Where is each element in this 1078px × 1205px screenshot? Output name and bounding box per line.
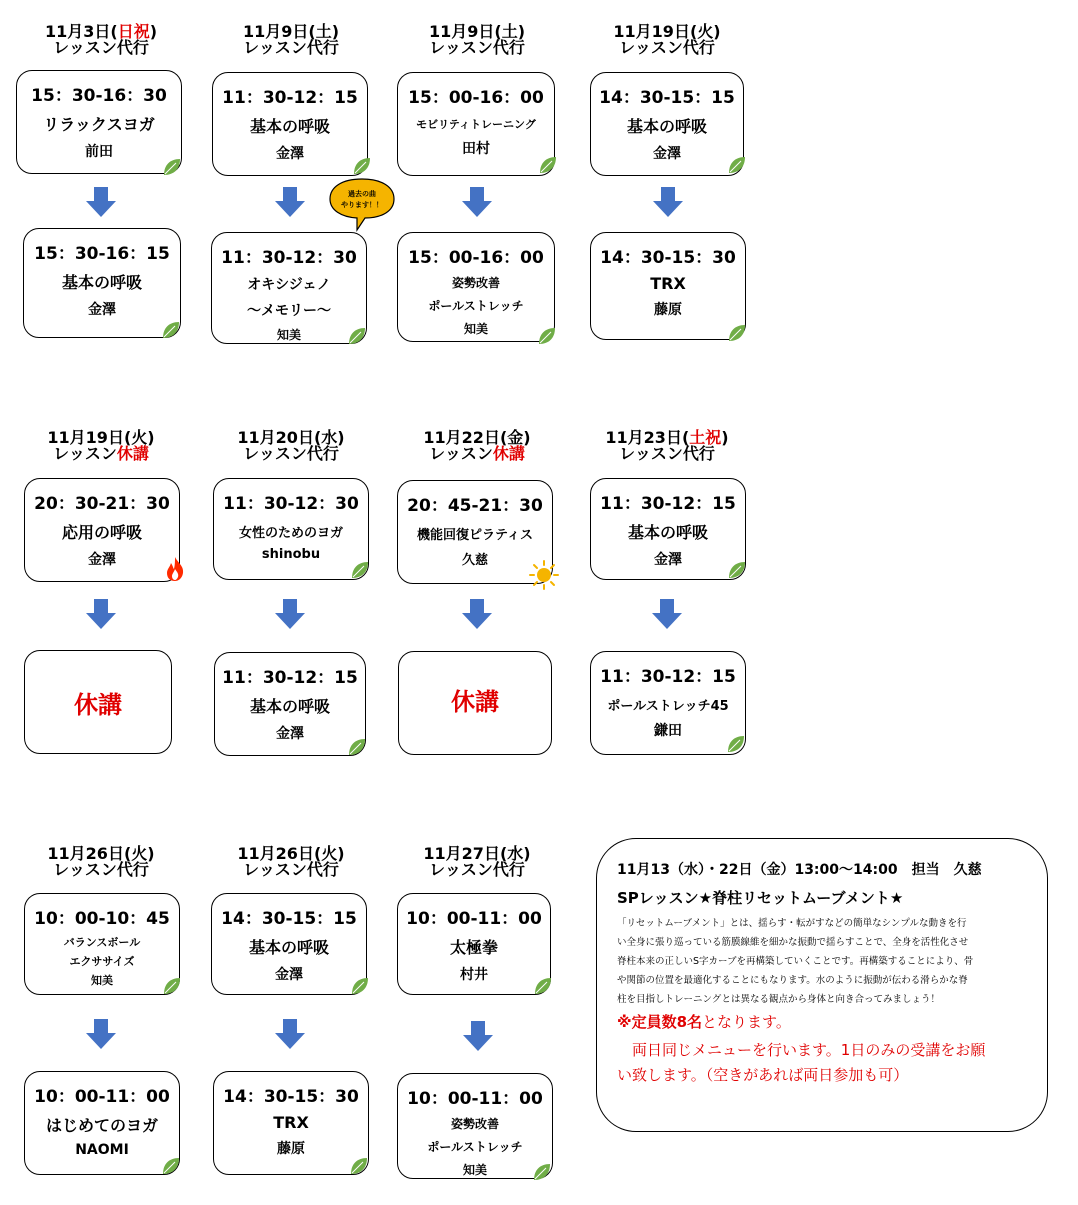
lesson-time: 14：30-15：30 [600, 248, 736, 268]
down-arrow-icon [462, 1020, 494, 1052]
date-header: 11月19日(火) レッスン代行 [613, 22, 721, 57]
lesson-card [397, 72, 555, 176]
attendance-note: 両日同じメニューを行います。1日のみの受講をお願 い致します。（空きがあれば両日参加も可） [617, 1041, 986, 1084]
instructor: 藤原 [277, 1141, 305, 1157]
instructor: NAOMI [75, 1142, 129, 1158]
lesson-name: 太極拳 [449, 938, 498, 957]
lesson-subtitle: ～メモリー～ [247, 303, 331, 319]
date-header: 11月3日(日祝) レッスン代行 [44, 22, 158, 57]
lesson-subtitle: ポールストレッチ [428, 299, 524, 313]
instructor: 村井 [460, 967, 488, 983]
lesson-time: 15：30-16：30 [31, 86, 167, 106]
lesson-time: 11：30-12：15 [222, 88, 358, 108]
leaf-icon [727, 155, 747, 175]
lesson-card [24, 478, 180, 582]
lesson-card [24, 650, 172, 754]
lesson-time: 11：30-12：15 [600, 667, 736, 687]
lesson-card [590, 478, 746, 580]
down-arrow-icon [274, 1018, 306, 1050]
leaf-icon [350, 560, 370, 580]
lesson-name: はじめてのヨガ [45, 1116, 158, 1135]
lesson-name: モビリティトレーニング [416, 118, 536, 131]
lesson-card [16, 70, 182, 174]
lesson-name: 基本の呼吸 [249, 697, 330, 716]
lesson-name: 基本の呼吸 [61, 273, 142, 292]
down-arrow-icon [274, 186, 306, 218]
sun-icon [528, 559, 560, 591]
lesson-name: 姿勢改善 [450, 1117, 499, 1131]
lesson-card [398, 651, 552, 755]
leaf-icon [538, 155, 558, 175]
date-header: 11月23日(土祝) レッスン代行 [605, 428, 729, 463]
instructor: 田村 [462, 141, 490, 157]
leaf-icon [726, 734, 746, 754]
lesson-card [397, 1073, 553, 1179]
leaf-icon [162, 157, 182, 177]
lesson-card [590, 232, 746, 340]
lesson-card [213, 478, 369, 580]
instructor: 金澤 [276, 146, 304, 162]
lesson-time: 10：00-11：00 [406, 909, 542, 929]
down-arrow-icon [85, 1018, 117, 1050]
lesson-card [211, 893, 367, 995]
lesson-name: 基本の呼吸 [248, 938, 329, 957]
lesson-name: 姿勢改善 [451, 276, 500, 290]
lesson-card [211, 232, 367, 344]
lesson-name: 女性のためのヨガ [238, 526, 343, 541]
date-header: 11月26日(火) レッスン代行 [237, 844, 345, 879]
date-header: 11月26日(火) レッスン代行 [47, 844, 155, 879]
bubble-line1: 過去の曲 [348, 190, 376, 198]
lesson-name: オキシジェノ [247, 277, 331, 293]
lesson-time: 10：00-11：00 [407, 1089, 543, 1109]
instructor: 鎌田 [654, 723, 682, 739]
instructor: 金澤 [275, 967, 303, 983]
lesson-card [24, 893, 180, 995]
special-lesson-description: 「リセットムーブメント」とは、揺らす・転がすなどの簡単なシンプルな動きを行 い全身に張り巡っている筋膜線維を細かな振動で揺らすことで、全身を活性化させ 脊柱本来の正しいS字カーブを再構築していくことです。再構築することにより、骨 や関節の位置を最適化することにもなります。水のように振動が伝わる滑らかな脊 柱を目指しトレーニングとは異なる観点から身体と向き合ってみましょう！ [617, 918, 974, 1005]
instructor: 金澤 [276, 726, 304, 742]
lesson-card [590, 651, 746, 755]
lesson-subtitle: エクササイズ [69, 955, 135, 968]
date-header: 11月27日(水) レッスン代行 [423, 844, 531, 879]
special-lesson-panel [596, 838, 1048, 1132]
lesson-name: 応用の呼吸 [61, 523, 142, 542]
instructor: shinobu [261, 547, 321, 562]
date-header: 11月19日(火) レッスン休講 [47, 428, 155, 463]
instructor: 金澤 [88, 302, 116, 318]
date-header: 11月9日(土) レッスン代行 [242, 22, 340, 57]
lesson-card [590, 72, 744, 176]
lesson-time: 14：30-15：30 [223, 1087, 359, 1107]
leaf-icon [727, 560, 747, 580]
leaf-icon [537, 326, 557, 346]
lesson-name: ポールストレッチ45 [607, 699, 729, 714]
instructor: 久慈 [461, 553, 488, 568]
lesson-time: 11：30-12：15 [222, 668, 358, 688]
lesson-time: 15：00-16：00 [408, 248, 544, 268]
lesson-time: 10：00-10：45 [34, 909, 170, 929]
lesson-name: 機能回復ピラティス [417, 528, 533, 543]
leaf-icon [532, 1162, 552, 1182]
lesson-time: 14：30-15：15 [599, 88, 735, 108]
instructor: 金澤 [653, 146, 681, 162]
instructor: 金澤 [88, 552, 116, 568]
lesson-card [397, 232, 555, 342]
instructor: 知美 [276, 328, 301, 342]
leaf-icon [349, 1156, 369, 1176]
lesson-time: 15：30-16：15 [34, 244, 170, 264]
instructor: 知美 [463, 322, 488, 336]
leaf-icon [347, 326, 367, 346]
down-arrow-icon [651, 598, 683, 630]
down-arrow-icon [461, 598, 493, 630]
lesson-time: 10：00-11：00 [34, 1087, 170, 1107]
lesson-name: TRX [273, 1113, 309, 1132]
lesson-time: 11：30-12：30 [221, 248, 357, 268]
down-arrow-icon [85, 598, 117, 630]
lesson-card [213, 1071, 369, 1175]
lesson-card [397, 893, 551, 995]
bubble-line2: やります！！ [341, 201, 383, 209]
lesson-time: 11：30-12：15 [600, 494, 736, 514]
lesson-time: 11：30-12：30 [223, 494, 359, 514]
down-arrow-icon [274, 598, 306, 630]
down-arrow-icon [652, 186, 684, 218]
date-header: 11月20日(水) レッスン代行 [237, 428, 345, 463]
leaf-icon [352, 156, 372, 176]
lesson-card [214, 652, 366, 756]
lesson-card [212, 72, 368, 176]
instructor: 金澤 [654, 552, 682, 568]
lesson-card [23, 228, 181, 338]
lesson-subtitle: ポールストレッチ [427, 1140, 523, 1154]
cancelled-label: 休講 [74, 691, 122, 719]
down-arrow-icon [85, 186, 117, 218]
leaf-icon [533, 976, 553, 996]
date-header: 11月9日(土) レッスン代行 [428, 22, 526, 57]
lesson-time: 15：00-16：00 [408, 88, 544, 108]
special-lesson-schedule: 11月13（水）・22日（金）13:00～14:00 担当 久慈 [617, 862, 982, 878]
cancelled-label: 休講 [451, 688, 499, 716]
lesson-name: 基本の呼吸 [249, 117, 330, 136]
lesson-name: リラックスヨガ [43, 115, 155, 134]
lesson-card [24, 1071, 180, 1175]
flame-icon [164, 556, 186, 582]
lesson-name: バランスボール [63, 936, 141, 949]
leaf-icon [162, 976, 182, 996]
leaf-icon [727, 323, 747, 343]
instructor: 藤原 [654, 302, 682, 318]
lesson-time: 14：30-15：15 [221, 909, 357, 929]
leaf-icon [347, 737, 367, 757]
capacity-note: ※定員数8名となります。 [617, 1013, 791, 1031]
speech-bubble [327, 176, 397, 232]
instructor: 知美 [91, 974, 113, 987]
leaf-icon [350, 976, 370, 996]
leaf-icon [161, 1156, 181, 1176]
down-arrow-icon [461, 186, 493, 218]
special-lesson-title: SPレッスン★脊柱リセットムーブメント★ [617, 889, 904, 907]
lesson-time: 20：30-21：30 [34, 494, 170, 514]
lesson-name: 基本の呼吸 [626, 117, 707, 136]
date-header: 11月22日(金) レッスン休講 [423, 428, 531, 463]
instructor: 知美 [462, 1163, 487, 1177]
instructor: 前田 [85, 144, 113, 160]
lesson-name: 基本の呼吸 [627, 523, 708, 542]
leaf-icon [161, 320, 181, 340]
lesson-time: 20：45-21：30 [407, 496, 543, 516]
lesson-name: TRX [650, 274, 686, 293]
